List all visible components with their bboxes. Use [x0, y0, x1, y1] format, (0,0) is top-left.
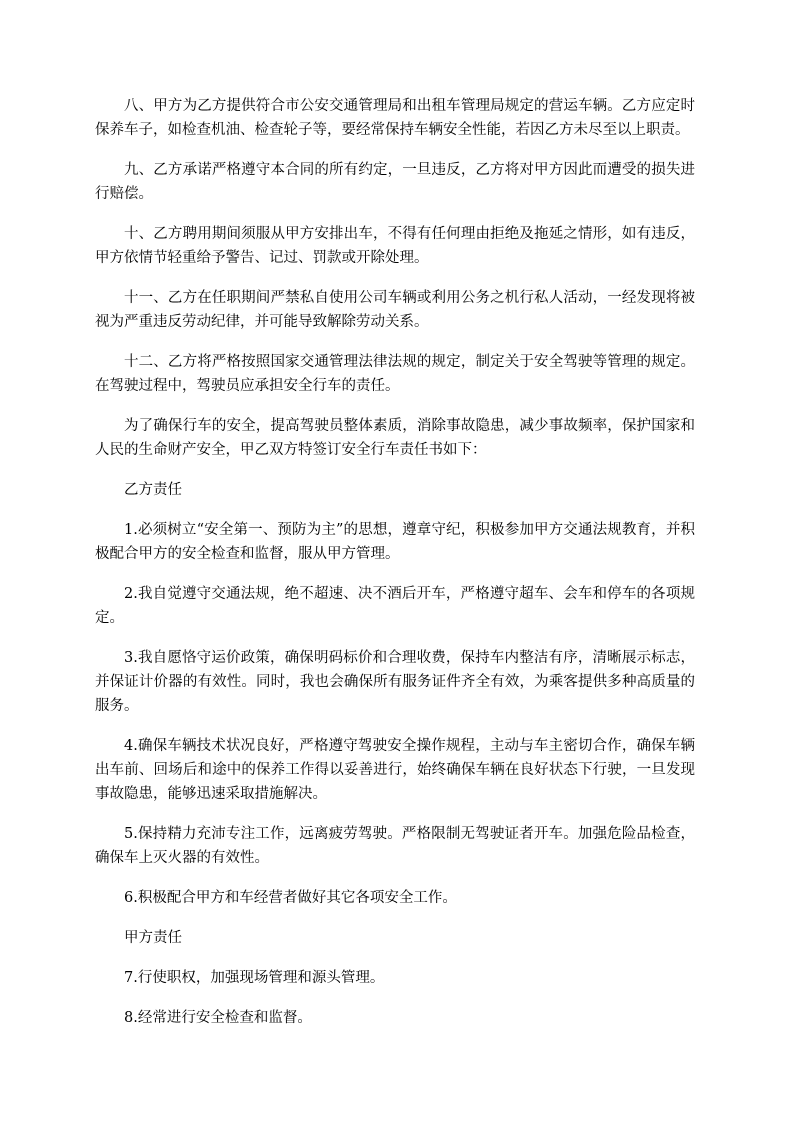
intro-paragraph: 为了确保行车的安全，提高驾驶员整体素质，消除事故隐患，减少事故频率，保护国家和人民的生命财产安全，甲乙双方特签订安全行车责任书如下：	[95, 418, 695, 458]
party-b-item-5: 5.保持精力充沛专注工作，远离疲劳驾驶。严格限制无驾驶证者开车。加强危险品检查，确保车上灭火器的有效性。	[95, 826, 695, 866]
clause-9: 九、乙方承诺严格遵守本合同的所有约定，一旦违反，乙方将对甲方因此而遭受的损失进行赔偿。	[95, 162, 695, 202]
document-body	[95, 94, 695, 1046]
clause-10: 十、乙方聘用期间须服从甲方安排出车，不得有任何理由拒绝及拖延之情形，如有违反，甲方依情节轻重给予警告、记过、罚款或开除处理。	[95, 226, 695, 266]
party-b-item-3: 3.我自愿恪守运价政策，确保明码标价和合理收费，保持车内整洁有序，清晰展示标志，并保证计价器的有效性。同时，我也会确保所有服务证件齐全有效，为乘客提供多种高质量的服务。	[95, 650, 695, 714]
clause-8: 八、甲方为乙方提供符合市公安交通管理局和出租车管理局规定的营运车辆。乙方应定时保养车子，如检查机油、检查轮子等，要经常保持车辆安全性能，若因乙方未尽至以上职责。	[95, 98, 695, 138]
party-b-item-2: 2.我自觉遵守交通法规，绝不超速、决不酒后开车，严格遵守超车、会车和停车的各项规定。	[95, 586, 695, 626]
party-a-item-7: 7.行使职权，加强现场管理和源头管理。	[124, 970, 385, 986]
clause-11: 十一、乙方在任职期间严禁私自使用公司车辆或利用公务之机行私人活动，一经发现将被视为严重违反劳动纪律，并可能导致解除劳动关系。	[95, 290, 695, 330]
party-b-item-1: 1.必须树立“安全第一、预防为主”的思想，遵章守纪，积极参加甲方交通法规教育，并积极配合甲方的安全检查和监督，服从甲方管理。	[95, 522, 695, 562]
clause-12: 十二、乙方将严格按照国家交通管理法律法规的规定，制定关于安全驾驶等管理的规定。在驾驶过程中，驾驶员应承担安全行车的责任。	[95, 354, 695, 394]
party-a-item-8: 8.经常进行安全检查和监督。	[124, 1010, 312, 1026]
party-b-item-4: 4.确保车辆技术状况良好，严格遵守驾驶安全操作规程，主动与车主密切合作，确保车辆出车前、回场后和途中的保养工作得以妥善进行，始终确保车辆在良好状态下行驶，一旦发现事故隐患，能够迅速采取措施解决。	[95, 738, 695, 802]
section-heading-party-b: 乙方责任	[124, 482, 182, 498]
party-b-item-6: 6.积极配合甲方和车经营者做好其它各项安全工作。	[124, 890, 457, 906]
section-heading-party-a: 甲方责任	[124, 930, 182, 946]
